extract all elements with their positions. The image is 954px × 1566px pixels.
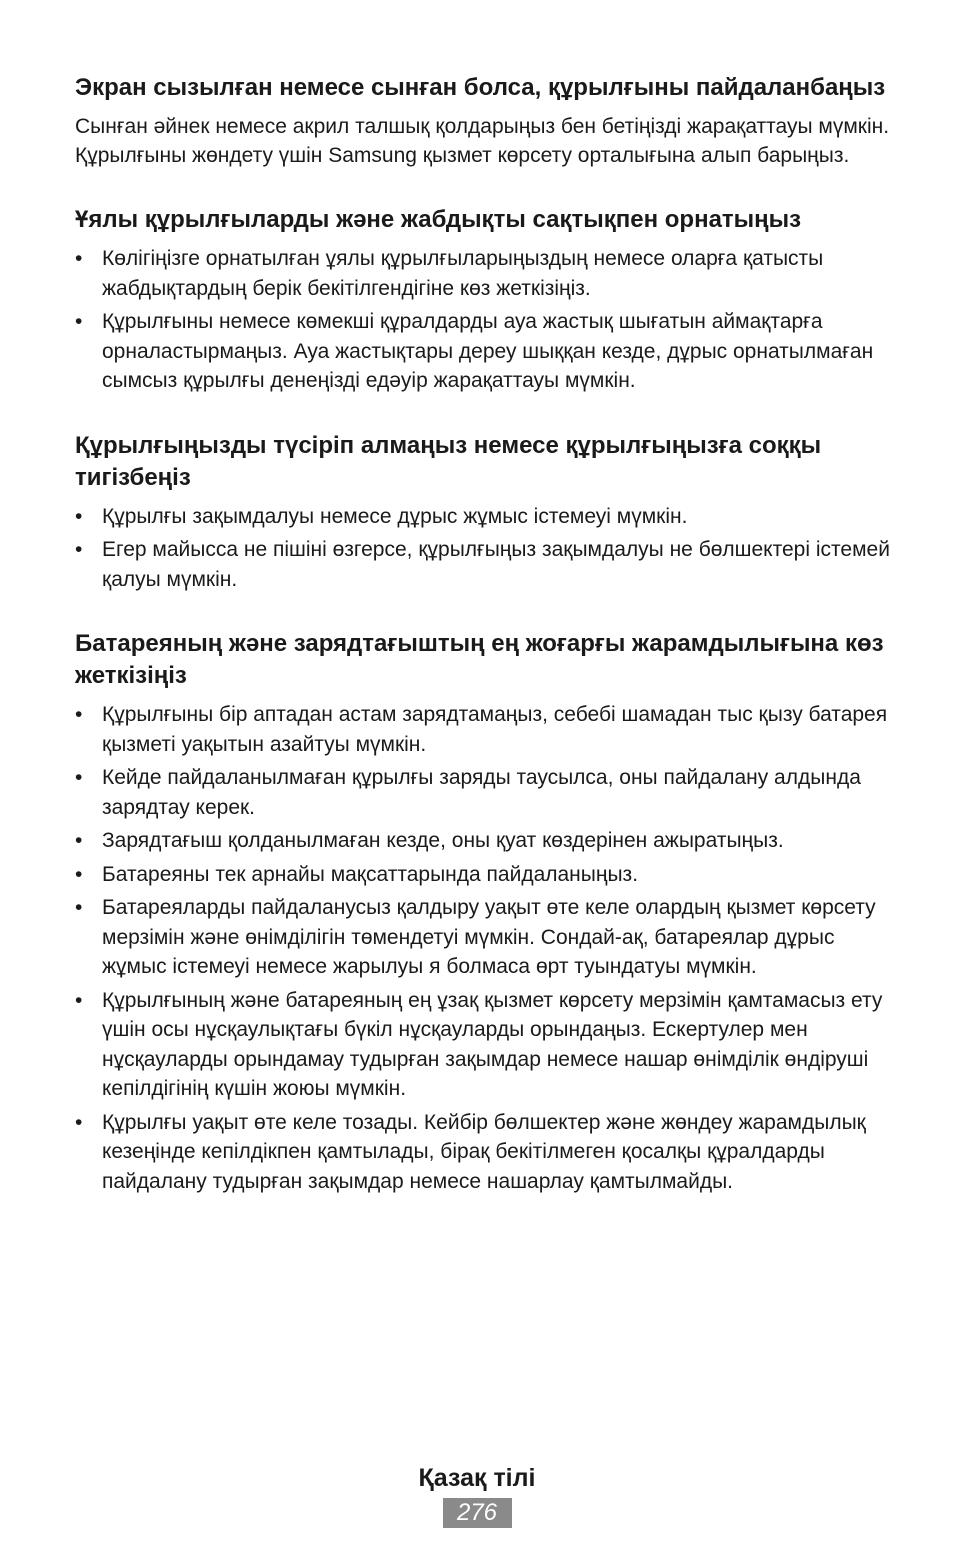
page-footer [0, 1462, 954, 1528]
list-item [75, 893, 890, 982]
page-number: 276 [443, 1498, 512, 1528]
list-item [75, 244, 890, 303]
section-battery-life [75, 628, 890, 1196]
list-item [75, 502, 890, 532]
list-item-text: Құрылғыны немесе көмекші құралдарды ауа жастық шығатын аймақтарға орналастырмаңыз. Ауа жастықтары дереу шыққан кезде, дұрыс орнатылмаған сымсыз құрылғы денеңізді едәуір жарақаттауы мүмкін. [102, 310, 874, 392]
bullet-icon: • [75, 896, 83, 919]
list-item [75, 1108, 890, 1197]
section-heading: Батареяның және зарядтағыштың ең жоғарғы жарамдылығына көз жеткізіңіз [75, 630, 884, 689]
bullet-icon: • [75, 703, 83, 726]
bullet-icon: • [75, 538, 83, 561]
section-drop-device [75, 430, 890, 595]
bullet-icon: • [75, 829, 83, 852]
list-item-text: Батареяларды пайдаланусыз қалдыру уақыт өте келе олардың қызмет көрсету мерзімін және өнімділігін төмендетуі мүмкін. Сондай-ақ, батареялар дұрыс жұмыс істемеуі немесе жарылуы я болмаса өрт туындатуы мүмкін. [102, 896, 876, 978]
list-item-text: Көлігіңізге орнатылған ұялы құрылғыларыңыздың немесе оларға қатысты жабдықтардың берік бекітілгендігіне көз жеткізіңіз. [102, 247, 824, 300]
list-item-text: Кейде пайдаланылмаған құрылғы заряды таусылса, оны пайдалану алдында зарядтау керек. [102, 766, 861, 819]
section-paragraph: Сынған әйнек немесе акрил талшық қолдарыңыз бен бетіңізді жарақаттауы мүмкін. Құрылғыны жөндету үшін Samsung қызмет көрсету орталығына алып барыңыз. [75, 115, 890, 167]
list-item-text: Құрылғының және батареяның ең ұзақ қызмет көрсету мерзімін қамтамасыз ету үшін осы нұсқаулықтағы бүкіл нұсқауларды орындаңыз. Ескертулер мен нұсқауларды орындамау тудырған зақымдар немесе нашар өнімділік өндіруші кепілдігінің күшін жоюы мүмкін. [102, 988, 883, 1100]
bullet-list [75, 700, 890, 1196]
list-item-text: Құрылғы уақыт өте келе тозады. Кейбір бөлшектер және жөндеу жарамдылық кезеңінде кепілдікпен қамтылады, бірақ бекітілмеген қосалқы құралдарды пайдалану тудырған зақымдар немесе нашарлау қамтылмайды. [102, 1110, 866, 1193]
section-heading: Экран сызылған немесе сынған болса, құрылғыны пайдаланбаңыз [75, 74, 886, 101]
bullet-icon: • [75, 504, 83, 528]
list-item-text: Батареяны тек арнайы мақсаттарында пайдаланыңыз. [102, 862, 639, 886]
list-item [75, 860, 890, 890]
section-cracked-screen [75, 72, 890, 170]
list-item-text: Зарядтағыш қолданылмаған кезде, оны қуат көздерінен ажыратыңыз. [102, 829, 784, 852]
list-item [75, 700, 890, 759]
bullet-icon: • [75, 766, 83, 789]
list-item [75, 307, 890, 396]
bullet-list [75, 244, 890, 396]
list-item-text: Егер майысса не пішіні өзгерсе, құрылғыңыз зақымдалуы не бөлшектері істемей қалуы мүмкін. [102, 538, 890, 591]
bullet-list [75, 502, 890, 595]
list-item-text: Құрылғыны бір аптадан астам зарядтамаңыз, себебі шамадан тыс қызу батарея қызметі уақытын азайтуы мүмкін. [102, 703, 888, 756]
page-number-wrapper [0, 1498, 954, 1528]
section-install-devices [75, 204, 890, 396]
list-item [75, 986, 890, 1104]
page-content [75, 72, 890, 1230]
list-item [75, 535, 890, 594]
bullet-icon: • [75, 247, 83, 270]
bullet-icon: • [75, 1110, 83, 1134]
list-item [75, 763, 890, 822]
list-item-text: Құрылғы зақымдалуы немесе дұрыс жұмыс істемеуі мүмкін. [102, 504, 688, 528]
list-item [75, 826, 890, 856]
bullet-icon: • [75, 862, 83, 886]
bullet-icon: • [75, 310, 83, 333]
section-heading: Құрылғыңызды түсіріп алмаңыз немесе құрылғыңызға соққы тигізбеңіз [75, 431, 822, 491]
section-heading: Ұялы құрылғыларды және жабдықты сақтықпен орнатыңыз [75, 206, 802, 233]
bullet-icon: • [75, 988, 83, 1012]
footer-language: Қазақ тілі [418, 1464, 536, 1492]
